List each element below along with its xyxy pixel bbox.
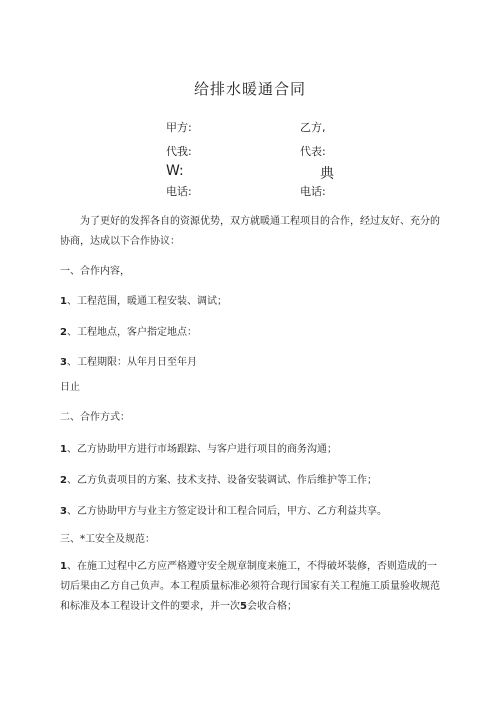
section-2-item-2: 2、乙方负责项目的方案、技术支持、设备安装调试、作后维护等工作； <box>60 475 377 486</box>
party-b-label: 乙方, <box>300 121 326 134</box>
rep-a-label: 代我: <box>166 145 192 158</box>
w-label: W: <box>166 163 184 179</box>
section-2-heading: 二、合作方式： <box>60 412 130 423</box>
section-1-heading: 一、合作内容， <box>60 266 130 277</box>
dian-label: 典 <box>320 166 334 182</box>
document-title: 给排水暖通合同 <box>193 80 306 98</box>
section-1-item-3: 3、工程期限：从年月日至年月 <box>60 357 197 368</box>
section-1-item-1: 1、工程范围，暖通工程安装、调试； <box>60 296 227 307</box>
phone-a-label: 电话: <box>166 185 192 198</box>
rep-b-label: 代表: <box>300 145 326 158</box>
section-2-item-3: 3、乙方协助甲方与业主方签定设计和工程合同后，甲方、乙方利益共享。 <box>60 506 387 517</box>
section-2-item-1: 1、乙方协助甲方进行市场跟踪、与客户进行项目的商务沟通； <box>60 444 337 455</box>
phone-b-label: 电话: <box>300 185 326 198</box>
section-1-item-2: 2、工程地点，客户指定地点： <box>60 327 197 338</box>
intro-paragraph: 为了更好的发挥各自的资源优势，双方就暖通工程项目的合作，经过友好、充分的协商，达成以下合作协议： <box>60 216 440 247</box>
section-3-item-1: 1、在施工过程中乙方应严格遵守安全规章制度来施工，不得破坏装修，否则造成的一切后果由乙方自己负声。本工程质量标准必须符合现行国家有关工程施工质量验收规范和标准及本工程设计文件的要求，并一次5会收合格； <box>60 561 440 612</box>
section-1-trail: 日止 <box>60 382 80 393</box>
party-a-label: 甲方: <box>166 121 192 134</box>
section-3-heading: 三、*工安全及规范： <box>60 534 155 545</box>
